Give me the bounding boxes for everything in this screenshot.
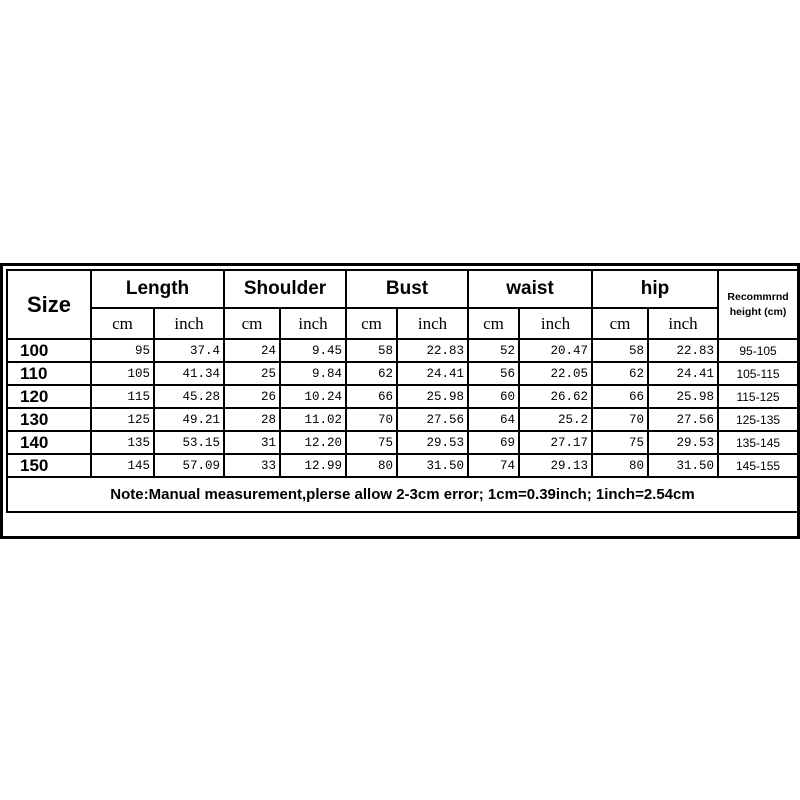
cell-height: 125-135 — [718, 408, 798, 431]
size-chart — [0, 263, 800, 539]
cell-bust-in: 25.98 — [397, 385, 468, 408]
waist-header: waist — [468, 270, 592, 308]
row-size-label: 140 — [7, 431, 91, 454]
cell-bust-cm: 58 — [346, 339, 397, 362]
cell-hip-cm: 70 — [592, 408, 648, 431]
cell-height: 135-145 — [718, 431, 798, 454]
cell-waist-cm: 56 — [468, 362, 519, 385]
cell-hip-cm: 80 — [592, 454, 648, 477]
cell-shoulder-cm: 26 — [224, 385, 280, 408]
cell-shoulder-in: 10.24 — [280, 385, 346, 408]
table-body — [7, 270, 798, 477]
table-row — [7, 431, 798, 454]
row-size-label: 110 — [7, 362, 91, 385]
cell-shoulder-cm: 28 — [224, 408, 280, 431]
cell-length-cm: 95 — [91, 339, 154, 362]
waist-inch-unit: inch — [519, 308, 592, 339]
cell-hip-cm: 58 — [592, 339, 648, 362]
cell-shoulder-cm: 24 — [224, 339, 280, 362]
cell-shoulder-in: 12.99 — [280, 454, 346, 477]
cell-length-in: 53.15 — [154, 431, 224, 454]
cell-bust-cm: 75 — [346, 431, 397, 454]
table-row — [7, 339, 798, 362]
cell-length-cm: 145 — [91, 454, 154, 477]
cell-hip-cm: 62 — [592, 362, 648, 385]
cell-waist-in: 25.2 — [519, 408, 592, 431]
cell-length-cm: 135 — [91, 431, 154, 454]
cell-height: 105-115 — [718, 362, 798, 385]
cell-waist-in: 20.47 — [519, 339, 592, 362]
bust-header: Bust — [346, 270, 468, 308]
table-row — [7, 408, 798, 431]
row-size-label: 100 — [7, 339, 91, 362]
row-size-label: 120 — [7, 385, 91, 408]
bust-inch-unit: inch — [397, 308, 468, 339]
cell-shoulder-in: 9.84 — [280, 362, 346, 385]
row-size-label: 130 — [7, 408, 91, 431]
cell-bust-in: 24.41 — [397, 362, 468, 385]
cell-shoulder-in: 11.02 — [280, 408, 346, 431]
length-inch-unit: inch — [154, 308, 224, 339]
cell-length-in: 49.21 — [154, 408, 224, 431]
bust-cm-unit: cm — [346, 308, 397, 339]
cell-hip-in: 25.98 — [648, 385, 718, 408]
cell-height: 145-155 — [718, 454, 798, 477]
note-section — [7, 477, 798, 512]
cell-hip-cm: 66 — [592, 385, 648, 408]
cell-waist-cm: 74 — [468, 454, 519, 477]
cell-length-cm: 115 — [91, 385, 154, 408]
recommend-height-header: Recommrnd height (cm) — [718, 270, 798, 339]
size-header: Size — [7, 270, 91, 339]
table-row — [7, 385, 798, 408]
cell-height: 95-105 — [718, 339, 798, 362]
hip-inch-unit: inch — [648, 308, 718, 339]
cell-waist-cm: 60 — [468, 385, 519, 408]
cell-waist-in: 27.17 — [519, 431, 592, 454]
length-header: Length — [91, 270, 224, 308]
cell-bust-in: 31.50 — [397, 454, 468, 477]
header-row-units — [7, 308, 798, 339]
cell-bust-cm: 66 — [346, 385, 397, 408]
cell-hip-in: 24.41 — [648, 362, 718, 385]
cell-length-in: 37.4 — [154, 339, 224, 362]
hip-header: hip — [592, 270, 718, 308]
note-text: Note:Manual measurement,plerse allow 2-3cm error; 1cm=0.39inch; 1inch=2.54cm — [7, 477, 798, 512]
cell-waist-cm: 69 — [468, 431, 519, 454]
cell-length-in: 45.28 — [154, 385, 224, 408]
cell-waist-in: 29.13 — [519, 454, 592, 477]
cell-bust-cm: 62 — [346, 362, 397, 385]
cell-waist-in: 22.05 — [519, 362, 592, 385]
cell-length-cm: 105 — [91, 362, 154, 385]
header-row-groups — [7, 270, 798, 308]
length-cm-unit: cm — [91, 308, 154, 339]
cell-length-cm: 125 — [91, 408, 154, 431]
shoulder-inch-unit: inch — [280, 308, 346, 339]
cell-bust-in: 22.83 — [397, 339, 468, 362]
cell-shoulder-in: 12.20 — [280, 431, 346, 454]
cell-hip-in: 31.50 — [648, 454, 718, 477]
cell-waist-cm: 64 — [468, 408, 519, 431]
cell-bust-in: 27.56 — [397, 408, 468, 431]
cell-shoulder-cm: 31 — [224, 431, 280, 454]
cell-bust-cm: 80 — [346, 454, 397, 477]
cell-length-in: 41.34 — [154, 362, 224, 385]
cell-bust-in: 29.53 — [397, 431, 468, 454]
cell-shoulder-cm: 33 — [224, 454, 280, 477]
cell-waist-cm: 52 — [468, 339, 519, 362]
cell-hip-in: 27.56 — [648, 408, 718, 431]
cell-height: 115-125 — [718, 385, 798, 408]
cell-hip-in: 29.53 — [648, 431, 718, 454]
waist-cm-unit: cm — [468, 308, 519, 339]
cell-length-in: 57.09 — [154, 454, 224, 477]
table-row — [7, 362, 798, 385]
shoulder-header: Shoulder — [224, 270, 346, 308]
note-row — [7, 477, 798, 512]
shoulder-cm-unit: cm — [224, 308, 280, 339]
hip-cm-unit: cm — [592, 308, 648, 339]
cell-waist-in: 26.62 — [519, 385, 592, 408]
cell-shoulder-in: 9.45 — [280, 339, 346, 362]
cell-bust-cm: 70 — [346, 408, 397, 431]
row-size-label: 150 — [7, 454, 91, 477]
size-table — [6, 269, 799, 513]
cell-hip-cm: 75 — [592, 431, 648, 454]
cell-hip-in: 22.83 — [648, 339, 718, 362]
cell-shoulder-cm: 25 — [224, 362, 280, 385]
table-row — [7, 454, 798, 477]
